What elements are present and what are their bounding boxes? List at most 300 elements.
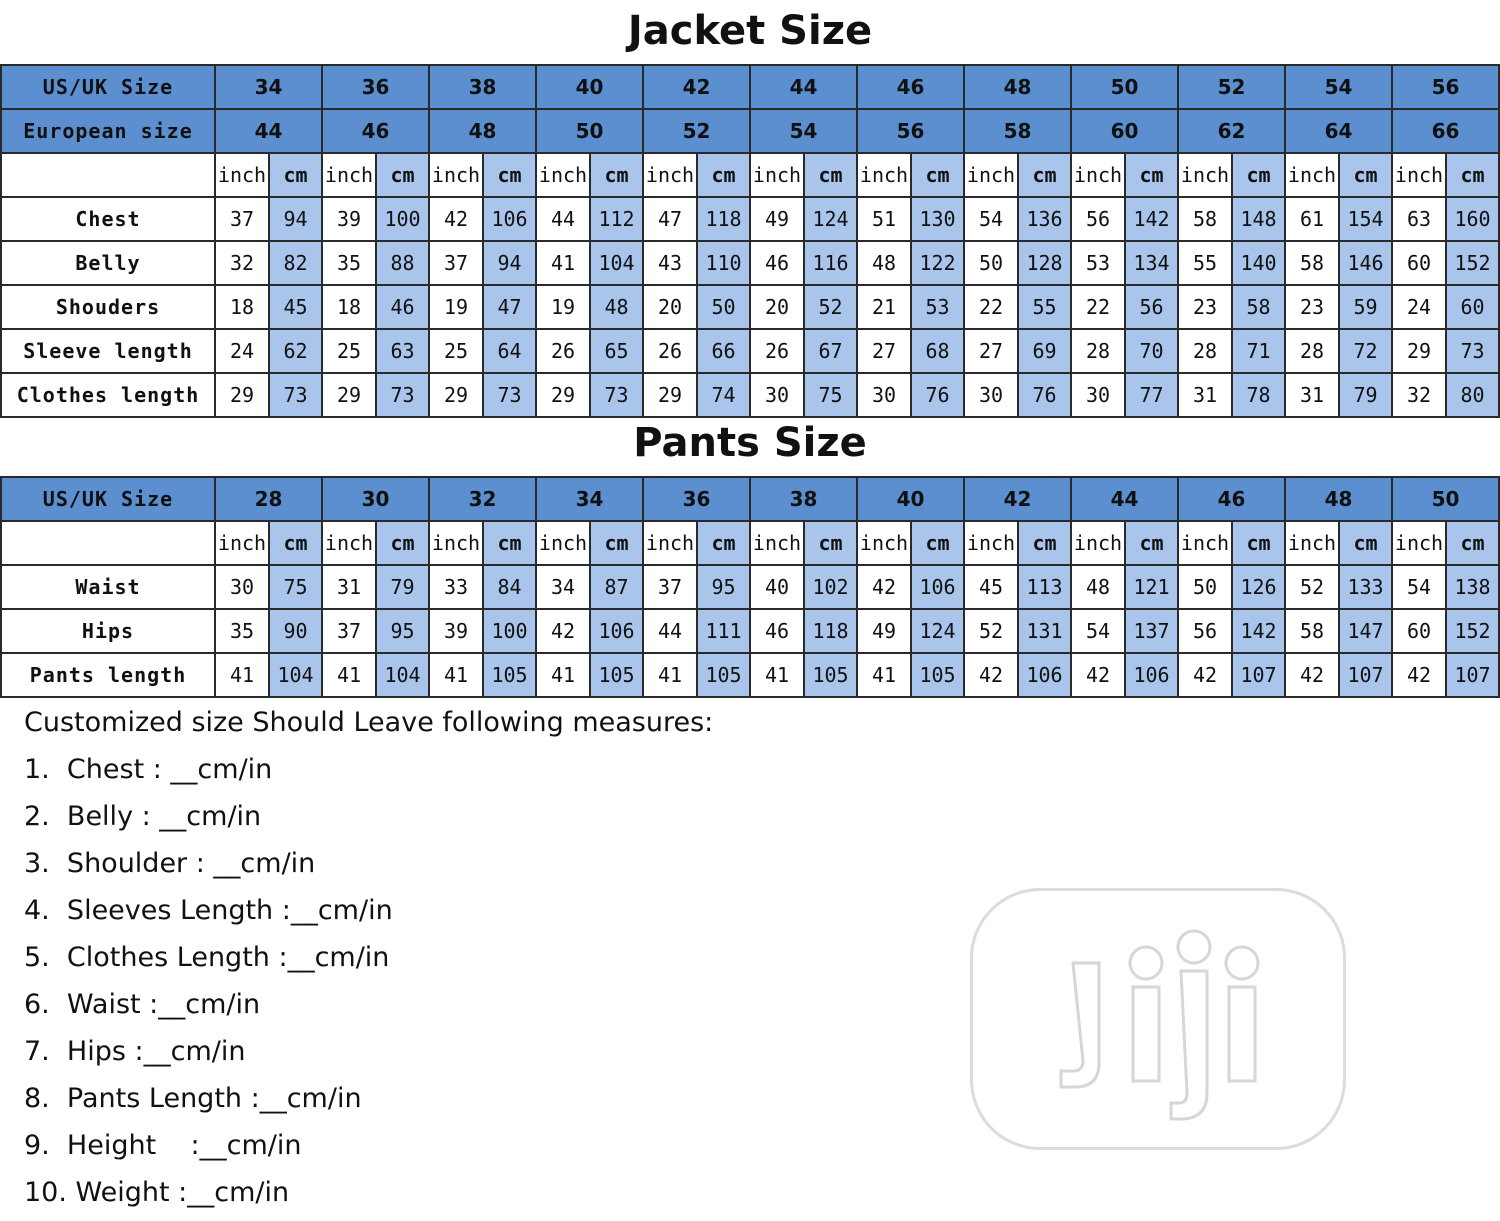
cm-value-cell: 87 [590, 565, 643, 609]
inch-value-cell: 61 [1285, 197, 1339, 241]
inch-value-cell: 41 [322, 653, 376, 697]
cm-value-cell: 60 [1446, 285, 1499, 329]
inch-value-cell: 25 [322, 329, 376, 373]
cm-value-cell: 137 [1125, 609, 1178, 653]
cm-value-cell: 122 [911, 241, 964, 285]
us-size-cell: 46 [857, 65, 964, 109]
us-size-cell: 40 [857, 477, 964, 521]
us-size-cell: 34 [536, 477, 643, 521]
cm-value-cell: 105 [697, 653, 750, 697]
european-size-cell: 60 [1071, 109, 1178, 153]
us-size-cell: 38 [750, 477, 857, 521]
inch-value-cell: 49 [750, 197, 804, 241]
measure-row [1, 609, 1499, 653]
unit-cm-cell: cm [376, 153, 429, 197]
european-size-cell: 52 [643, 109, 750, 153]
inch-value-cell: 19 [429, 285, 483, 329]
inch-value-cell: 18 [322, 285, 376, 329]
us-size-cell: 36 [643, 477, 750, 521]
unit-inch-cell: inch [964, 153, 1018, 197]
inch-value-cell: 48 [1071, 565, 1125, 609]
inch-value-cell: 54 [1071, 609, 1125, 653]
european-size-cell: 44 [215, 109, 322, 153]
european-size-cell: 66 [1392, 109, 1499, 153]
inch-value-cell: 40 [750, 565, 804, 609]
european-size-cell: 58 [964, 109, 1071, 153]
cm-value-cell: 118 [697, 197, 750, 241]
notes-heading: Customized size Should Leave following measures: [24, 707, 714, 738]
unit-inch-cell: inch [1285, 521, 1339, 565]
us-size-cell: 46 [1178, 477, 1285, 521]
cm-value-cell: 107 [1232, 653, 1285, 697]
inch-value-cell: 30 [750, 373, 804, 417]
cm-value-cell: 66 [697, 329, 750, 373]
inch-value-cell: 24 [215, 329, 269, 373]
inch-value-cell: 25 [429, 329, 483, 373]
inch-value-cell: 47 [643, 197, 697, 241]
unit-row [1, 521, 1499, 565]
cm-value-cell: 105 [911, 653, 964, 697]
cm-value-cell: 79 [376, 565, 429, 609]
unit-inch-cell: inch [643, 521, 697, 565]
cm-value-cell: 73 [590, 373, 643, 417]
cm-value-cell: 106 [1018, 653, 1071, 697]
unit-inch-cell: inch [1071, 153, 1125, 197]
measure-label: Waist [1, 565, 215, 609]
unit-cm-cell: cm [911, 521, 964, 565]
cm-value-cell: 72 [1339, 329, 1392, 373]
cm-value-cell: 130 [911, 197, 964, 241]
inch-value-cell: 42 [1392, 653, 1446, 697]
us-size-cell: 36 [322, 65, 429, 109]
notes-item: 9. Height :__cm/in [24, 1130, 302, 1161]
cm-value-cell: 50 [697, 285, 750, 329]
cm-value-cell: 142 [1125, 197, 1178, 241]
inch-value-cell: 42 [536, 609, 590, 653]
us-size-cell: 50 [1071, 65, 1178, 109]
jacket-size-title: Jacket Size [627, 8, 873, 54]
cm-value-cell: 154 [1339, 197, 1392, 241]
cm-value-cell: 73 [376, 373, 429, 417]
inch-value-cell: 55 [1178, 241, 1232, 285]
jiji-logo-icon [973, 891, 1349, 1153]
unit-cm-cell: cm [1232, 153, 1285, 197]
cm-value-cell: 112 [590, 197, 643, 241]
unit-cm-cell: cm [1018, 153, 1071, 197]
inch-value-cell: 43 [643, 241, 697, 285]
cm-value-cell: 124 [804, 197, 857, 241]
measure-label: Belly [1, 241, 215, 285]
inch-value-cell: 26 [750, 329, 804, 373]
inch-value-cell: 45 [964, 565, 1018, 609]
inch-value-cell: 52 [964, 609, 1018, 653]
unit-inch-cell: inch [857, 521, 911, 565]
us-size-cell: 42 [964, 477, 1071, 521]
cm-value-cell: 95 [376, 609, 429, 653]
measure-row [1, 197, 1499, 241]
cm-value-cell: 106 [1125, 653, 1178, 697]
notes-item: 7. Hips :__cm/in [24, 1036, 246, 1067]
us-size-cell: 42 [643, 65, 750, 109]
cm-value-cell: 65 [590, 329, 643, 373]
us-size-cell: 28 [215, 477, 322, 521]
inch-value-cell: 28 [1178, 329, 1232, 373]
unit-row-blank [1, 521, 215, 565]
unit-inch-cell: inch [215, 153, 269, 197]
unit-cm-cell: cm [269, 153, 322, 197]
us-size-cell: 52 [1178, 65, 1285, 109]
cm-value-cell: 142 [1232, 609, 1285, 653]
us-size-cell: 48 [964, 65, 1071, 109]
cm-value-cell: 75 [804, 373, 857, 417]
unit-inch-cell: inch [429, 153, 483, 197]
cm-value-cell: 58 [1232, 285, 1285, 329]
cm-value-cell: 128 [1018, 241, 1071, 285]
unit-cm-cell: cm [1232, 521, 1285, 565]
cm-value-cell: 46 [376, 285, 429, 329]
cm-value-cell: 106 [590, 609, 643, 653]
cm-value-cell: 82 [269, 241, 322, 285]
cm-value-cell: 160 [1446, 197, 1499, 241]
us-size-label: US/UK Size [1, 477, 215, 521]
cm-value-cell: 94 [483, 241, 536, 285]
unit-inch-cell: inch [1071, 521, 1125, 565]
inch-value-cell: 52 [1285, 565, 1339, 609]
unit-cm-cell: cm [590, 153, 643, 197]
measure-label: Chest [1, 197, 215, 241]
cm-value-cell: 105 [483, 653, 536, 697]
measure-label: Sleeve length [1, 329, 215, 373]
unit-inch-cell: inch [1392, 153, 1446, 197]
inch-value-cell: 54 [1392, 565, 1446, 609]
cm-value-cell: 106 [911, 565, 964, 609]
cm-value-cell: 63 [376, 329, 429, 373]
inch-value-cell: 23 [1178, 285, 1232, 329]
inch-value-cell: 51 [857, 197, 911, 241]
inch-value-cell: 41 [750, 653, 804, 697]
inch-value-cell: 28 [1071, 329, 1125, 373]
cm-value-cell: 102 [804, 565, 857, 609]
inch-value-cell: 44 [536, 197, 590, 241]
measure-label: Clothes length [1, 373, 215, 417]
inch-value-cell: 23 [1285, 285, 1339, 329]
inch-value-cell: 18 [215, 285, 269, 329]
unit-inch-cell: inch [643, 153, 697, 197]
inch-value-cell: 35 [215, 609, 269, 653]
cm-value-cell: 95 [697, 565, 750, 609]
cm-value-cell: 104 [269, 653, 322, 697]
cm-value-cell: 105 [804, 653, 857, 697]
notes-item: 4. Sleeves Length :__cm/in [24, 895, 393, 926]
inch-value-cell: 29 [215, 373, 269, 417]
jacket-size-table [0, 64, 1500, 418]
notes-list [24, 751, 713, 1208]
cm-value-cell: 105 [590, 653, 643, 697]
inch-value-cell: 29 [1392, 329, 1446, 373]
inch-value-cell: 58 [1178, 197, 1232, 241]
notes-item: 3. Shoulder : __cm/in [24, 848, 316, 879]
measure-label: Hips [1, 609, 215, 653]
measure-row [1, 565, 1499, 609]
cm-value-cell: 88 [376, 241, 429, 285]
notes-item: 6. Waist :__cm/in [24, 989, 261, 1020]
unit-inch-cell: inch [322, 521, 376, 565]
cm-value-cell: 111 [697, 609, 750, 653]
cm-value-cell: 74 [697, 373, 750, 417]
cm-value-cell: 73 [1446, 329, 1499, 373]
cm-value-cell: 140 [1232, 241, 1285, 285]
us-size-cell: 48 [1285, 477, 1392, 521]
notes-item: 1. Chest : __cm/in [24, 754, 273, 785]
unit-row-blank [1, 153, 215, 197]
unit-inch-cell: inch [750, 521, 804, 565]
us-size-cell: 54 [1285, 65, 1392, 109]
inch-value-cell: 37 [643, 565, 697, 609]
inch-value-cell: 41 [429, 653, 483, 697]
inch-value-cell: 32 [1392, 373, 1446, 417]
cm-value-cell: 113 [1018, 565, 1071, 609]
cm-value-cell: 78 [1232, 373, 1285, 417]
inch-value-cell: 53 [1071, 241, 1125, 285]
european-size-row [1, 109, 1499, 153]
cm-value-cell: 69 [1018, 329, 1071, 373]
inch-value-cell: 41 [536, 241, 590, 285]
inch-value-cell: 26 [643, 329, 697, 373]
unit-cm-cell: cm [1125, 153, 1178, 197]
inch-value-cell: 27 [857, 329, 911, 373]
cm-value-cell: 118 [804, 609, 857, 653]
unit-inch-cell: inch [215, 521, 269, 565]
inch-value-cell: 37 [322, 609, 376, 653]
us-size-cell: 38 [429, 65, 536, 109]
inch-value-cell: 37 [429, 241, 483, 285]
inch-value-cell: 30 [215, 565, 269, 609]
inch-value-cell: 31 [322, 565, 376, 609]
cm-value-cell: 68 [911, 329, 964, 373]
cm-value-cell: 107 [1339, 653, 1392, 697]
unit-cm-cell: cm [1018, 521, 1071, 565]
inch-value-cell: 27 [964, 329, 1018, 373]
us-size-cell: 32 [429, 477, 536, 521]
cm-value-cell: 138 [1446, 565, 1499, 609]
cm-value-cell: 131 [1018, 609, 1071, 653]
european-size-cell: 46 [322, 109, 429, 153]
cm-value-cell: 152 [1446, 241, 1499, 285]
inch-value-cell: 22 [1071, 285, 1125, 329]
inch-value-cell: 31 [1178, 373, 1232, 417]
inch-value-cell: 32 [215, 241, 269, 285]
unit-inch-cell: inch [964, 521, 1018, 565]
unit-inch-cell: inch [1178, 521, 1232, 565]
measure-label: Pants length [1, 653, 215, 697]
unit-cm-cell: cm [376, 521, 429, 565]
unit-inch-cell: inch [750, 153, 804, 197]
cm-value-cell: 94 [269, 197, 322, 241]
inch-value-cell: 60 [1392, 609, 1446, 653]
inch-value-cell: 58 [1285, 241, 1339, 285]
inch-value-cell: 42 [1178, 653, 1232, 697]
inch-value-cell: 46 [750, 241, 804, 285]
cm-value-cell: 100 [376, 197, 429, 241]
cm-value-cell: 124 [911, 609, 964, 653]
cm-value-cell: 55 [1018, 285, 1071, 329]
inch-value-cell: 42 [857, 565, 911, 609]
inch-value-cell: 29 [322, 373, 376, 417]
unit-inch-cell: inch [1392, 521, 1446, 565]
cm-value-cell: 90 [269, 609, 322, 653]
unit-inch-cell: inch [536, 153, 590, 197]
cm-value-cell: 104 [376, 653, 429, 697]
inch-value-cell: 46 [750, 609, 804, 653]
unit-inch-cell: inch [857, 153, 911, 197]
notes-item: 10. Weight :__cm/in [24, 1177, 290, 1208]
cm-value-cell: 133 [1339, 565, 1392, 609]
inch-value-cell: 42 [964, 653, 1018, 697]
inch-value-cell: 50 [964, 241, 1018, 285]
cm-value-cell: 146 [1339, 241, 1392, 285]
cm-value-cell: 53 [911, 285, 964, 329]
inch-value-cell: 22 [964, 285, 1018, 329]
unit-cm-cell: cm [269, 521, 322, 565]
inch-value-cell: 34 [536, 565, 590, 609]
cm-value-cell: 48 [590, 285, 643, 329]
measure-row [1, 653, 1499, 697]
inch-value-cell: 44 [643, 609, 697, 653]
cm-value-cell: 110 [697, 241, 750, 285]
cm-value-cell: 152 [1446, 609, 1499, 653]
measure-row [1, 373, 1499, 417]
cm-value-cell: 100 [483, 609, 536, 653]
cm-value-cell: 75 [269, 565, 322, 609]
inch-value-cell: 35 [322, 241, 376, 285]
cm-value-cell: 76 [1018, 373, 1071, 417]
cm-value-cell: 62 [269, 329, 322, 373]
us-size-cell: 34 [215, 65, 322, 109]
inch-value-cell: 31 [1285, 373, 1339, 417]
inch-value-cell: 30 [1071, 373, 1125, 417]
inch-value-cell: 24 [1392, 285, 1446, 329]
inch-value-cell: 29 [429, 373, 483, 417]
us-size-cell: 30 [322, 477, 429, 521]
inch-value-cell: 50 [1178, 565, 1232, 609]
unit-cm-cell: cm [590, 521, 643, 565]
european-size-cell: 54 [750, 109, 857, 153]
inch-value-cell: 56 [1071, 197, 1125, 241]
european-size-cell: 48 [429, 109, 536, 153]
us-size-label: US/UK Size [1, 65, 215, 109]
cm-value-cell: 52 [804, 285, 857, 329]
unit-cm-cell: cm [1339, 153, 1392, 197]
cm-value-cell: 80 [1446, 373, 1499, 417]
inch-value-cell: 29 [643, 373, 697, 417]
inch-value-cell: 21 [857, 285, 911, 329]
european-size-cell: 64 [1285, 109, 1392, 153]
pants-size-title: Pants Size [633, 420, 867, 466]
european-size-cell: 50 [536, 109, 643, 153]
inch-value-cell: 41 [857, 653, 911, 697]
cm-value-cell: 73 [483, 373, 536, 417]
inch-value-cell: 60 [1392, 241, 1446, 285]
cm-value-cell: 70 [1125, 329, 1178, 373]
cm-value-cell: 76 [911, 373, 964, 417]
cm-value-cell: 104 [590, 241, 643, 285]
unit-cm-cell: cm [804, 521, 857, 565]
inch-value-cell: 56 [1178, 609, 1232, 653]
cm-value-cell: 73 [269, 373, 322, 417]
inch-value-cell: 19 [536, 285, 590, 329]
unit-cm-cell: cm [1446, 521, 1499, 565]
notes-item: 5. Clothes Length :__cm/in [24, 942, 390, 973]
custom-measures-notes [24, 704, 714, 1208]
european-size-label: European size [1, 109, 215, 153]
us-size-cell: 56 [1392, 65, 1499, 109]
inch-value-cell: 42 [1071, 653, 1125, 697]
cm-value-cell: 71 [1232, 329, 1285, 373]
inch-value-cell: 39 [429, 609, 483, 653]
cm-value-cell: 136 [1018, 197, 1071, 241]
inch-value-cell: 41 [215, 653, 269, 697]
inch-value-cell: 37 [215, 197, 269, 241]
inch-value-cell: 33 [429, 565, 483, 609]
cm-value-cell: 84 [483, 565, 536, 609]
notes-item: 2. Belly : __cm/in [24, 801, 262, 832]
inch-value-cell: 54 [964, 197, 1018, 241]
inch-value-cell: 41 [536, 653, 590, 697]
inch-value-cell: 42 [429, 197, 483, 241]
measure-label: Shouders [1, 285, 215, 329]
inch-value-cell: 20 [750, 285, 804, 329]
unit-cm-cell: cm [1446, 153, 1499, 197]
us-size-cell: 50 [1392, 477, 1499, 521]
notes-item: 8. Pants Length :__cm/in [24, 1083, 362, 1114]
jiji-watermark-logo [970, 888, 1346, 1150]
unit-cm-cell: cm [1125, 521, 1178, 565]
unit-inch-cell: inch [536, 521, 590, 565]
cm-value-cell: 56 [1125, 285, 1178, 329]
us-size-cell: 44 [750, 65, 857, 109]
us-size-row [1, 477, 1499, 521]
measure-row [1, 329, 1499, 373]
cm-value-cell: 45 [269, 285, 322, 329]
unit-cm-cell: cm [697, 153, 750, 197]
measure-row [1, 241, 1499, 285]
unit-cm-cell: cm [804, 153, 857, 197]
cm-value-cell: 64 [483, 329, 536, 373]
unit-cm-cell: cm [483, 153, 536, 197]
inch-value-cell: 28 [1285, 329, 1339, 373]
unit-cm-cell: cm [1339, 521, 1392, 565]
us-size-cell: 40 [536, 65, 643, 109]
inch-value-cell: 30 [857, 373, 911, 417]
cm-value-cell: 67 [804, 329, 857, 373]
inch-value-cell: 41 [643, 653, 697, 697]
cm-value-cell: 106 [483, 197, 536, 241]
us-size-cell: 44 [1071, 477, 1178, 521]
cm-value-cell: 134 [1125, 241, 1178, 285]
cm-value-cell: 126 [1232, 565, 1285, 609]
unit-inch-cell: inch [1178, 153, 1232, 197]
us-size-row [1, 65, 1499, 109]
cm-value-cell: 148 [1232, 197, 1285, 241]
cm-value-cell: 121 [1125, 565, 1178, 609]
inch-value-cell: 48 [857, 241, 911, 285]
cm-value-cell: 77 [1125, 373, 1178, 417]
cm-value-cell: 147 [1339, 609, 1392, 653]
inch-value-cell: 49 [857, 609, 911, 653]
cm-value-cell: 79 [1339, 373, 1392, 417]
cm-value-cell: 59 [1339, 285, 1392, 329]
unit-cm-cell: cm [911, 153, 964, 197]
